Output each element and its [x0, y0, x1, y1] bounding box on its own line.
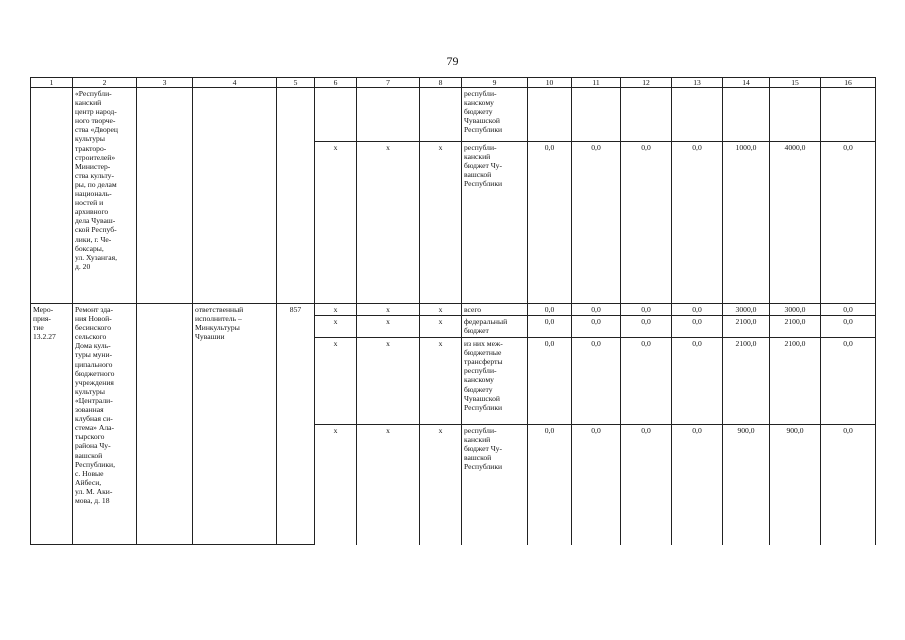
- cell-empty: [821, 88, 876, 142]
- value-cell: 900,0: [723, 425, 770, 545]
- cell-empty: [137, 304, 193, 545]
- value-cell: 3000,0: [770, 304, 821, 316]
- value-cell: 0,0: [621, 142, 672, 304]
- header-cell: 1: [31, 78, 73, 88]
- value-cell: х: [315, 316, 357, 338]
- value-cell: 0,0: [672, 304, 723, 316]
- value-cell: 3000,0: [723, 304, 770, 316]
- cell-empty: [528, 88, 572, 142]
- funding-source-cell: республи- канский бюджет Чу- вашской Республики: [462, 142, 528, 304]
- cell-empty: [137, 88, 193, 304]
- cell-empty: [621, 88, 672, 142]
- funding-source-cell: республи- канский бюджет Чу- вашской Республики: [462, 425, 528, 545]
- value-cell: х: [357, 304, 420, 316]
- value-cell: 2100,0: [723, 338, 770, 425]
- cell-empty: [770, 88, 821, 142]
- cell-empty: [277, 88, 315, 304]
- header-cell: 10: [528, 78, 572, 88]
- header-cell: 11: [572, 78, 621, 88]
- header-cell: 14: [723, 78, 770, 88]
- value-cell: х: [315, 142, 357, 304]
- cell-empty: [315, 88, 357, 142]
- value-cell: х: [357, 338, 420, 425]
- value-cell: х: [420, 316, 462, 338]
- header-cell: 12: [621, 78, 672, 88]
- header-cell: 5: [277, 78, 315, 88]
- funding-source-cell: из них меж- бюджетные трансферты республи- канскому бюджету Чувашской Республики: [462, 338, 528, 425]
- cell-empty: [672, 88, 723, 142]
- value-cell: 0,0: [621, 338, 672, 425]
- funding-source-cell: республи- канскому бюджету Чувашской Республики: [462, 88, 528, 142]
- value-cell: 0,0: [528, 304, 572, 316]
- value-cell: х: [420, 142, 462, 304]
- table-row: [31, 304, 876, 316]
- value-cell: 0,0: [528, 142, 572, 304]
- header-cell: 8: [420, 78, 462, 88]
- measures-table: [30, 77, 876, 545]
- value-cell: х: [420, 425, 462, 545]
- value-cell: 0,0: [572, 316, 621, 338]
- value-cell: х: [315, 338, 357, 425]
- cell-empty: [357, 88, 420, 142]
- cell-empty: [193, 88, 277, 304]
- measure-name-cell: «Республи- канский центр народ- ного творче- ства «Дворец культуры тракторо- строителей» Министер- ства культу- ры, по делам националь- ностей и архивного дела Чуваш- ской Респуб- лики, г. Че- боксары, ул. Хузангая, д. 20: [73, 88, 137, 304]
- value-cell: х: [357, 142, 420, 304]
- value-cell: х: [315, 304, 357, 316]
- header-cell: 16: [821, 78, 876, 88]
- value-cell: х: [357, 425, 420, 545]
- header-cell: 9: [462, 78, 528, 88]
- value-cell: 0,0: [821, 142, 876, 304]
- value-cell: 2100,0: [770, 338, 821, 425]
- funding-source-cell: всего: [462, 304, 528, 316]
- table-row: [31, 88, 876, 142]
- cell-empty: [723, 88, 770, 142]
- value-cell: 0,0: [672, 425, 723, 545]
- value-cell: 0,0: [572, 425, 621, 545]
- cell-empty: [420, 88, 462, 142]
- funding-source-cell: федеральный бюджет: [462, 316, 528, 338]
- value-cell: 0,0: [821, 425, 876, 545]
- header-cell: 15: [770, 78, 821, 88]
- page-number: 79: [446, 54, 459, 68]
- value-cell: 4000,0: [770, 142, 821, 304]
- grbs-code-cell: 857: [277, 304, 315, 545]
- header-cell: 6: [315, 78, 357, 88]
- header-row: [31, 78, 876, 88]
- value-cell: х: [420, 338, 462, 425]
- value-cell: х: [420, 304, 462, 316]
- value-cell: 0,0: [672, 142, 723, 304]
- header-cell: 4: [193, 78, 277, 88]
- executor-cell: ответственный исполнитель – Минкультуры Чувашии: [193, 304, 277, 545]
- value-cell: 0,0: [528, 338, 572, 425]
- value-cell: х: [357, 316, 420, 338]
- value-cell: 0,0: [821, 316, 876, 338]
- value-cell: 0,0: [621, 316, 672, 338]
- value-cell: 0,0: [621, 304, 672, 316]
- value-cell: 0,0: [572, 304, 621, 316]
- header-cell: 7: [357, 78, 420, 88]
- value-cell: х: [315, 425, 357, 545]
- value-cell: 2100,0: [770, 316, 821, 338]
- value-cell: 900,0: [770, 425, 821, 545]
- header-cell: 2: [73, 78, 137, 88]
- value-cell: 0,0: [621, 425, 672, 545]
- value-cell: 0,0: [528, 316, 572, 338]
- measure-id-cell: Меро- прия- тие 13.2.27: [31, 304, 73, 545]
- value-cell: 0,0: [572, 142, 621, 304]
- value-cell: 0,0: [821, 304, 876, 316]
- value-cell: 1000,0: [723, 142, 770, 304]
- value-cell: 0,0: [572, 338, 621, 425]
- cell-empty: [572, 88, 621, 142]
- header-cell: 13: [672, 78, 723, 88]
- value-cell: 0,0: [821, 338, 876, 425]
- value-cell: 2100,0: [723, 316, 770, 338]
- value-cell: 0,0: [528, 425, 572, 545]
- measure-name-cell: Ремонт зда- ния Новой- бесинского сельского Дома куль- туры муни- ципального бюджетного учреждения культуры «Централи- зованная клубная си- стема» Ала- тырского района Чу- вашской Республики, с. Новые Айбеси, ул. М. Аки- мова, д. 18: [73, 304, 137, 545]
- cell-empty: [31, 88, 73, 304]
- value-cell: 0,0: [672, 316, 723, 338]
- header-cell: 3: [137, 78, 193, 88]
- value-cell: 0,0: [672, 338, 723, 425]
